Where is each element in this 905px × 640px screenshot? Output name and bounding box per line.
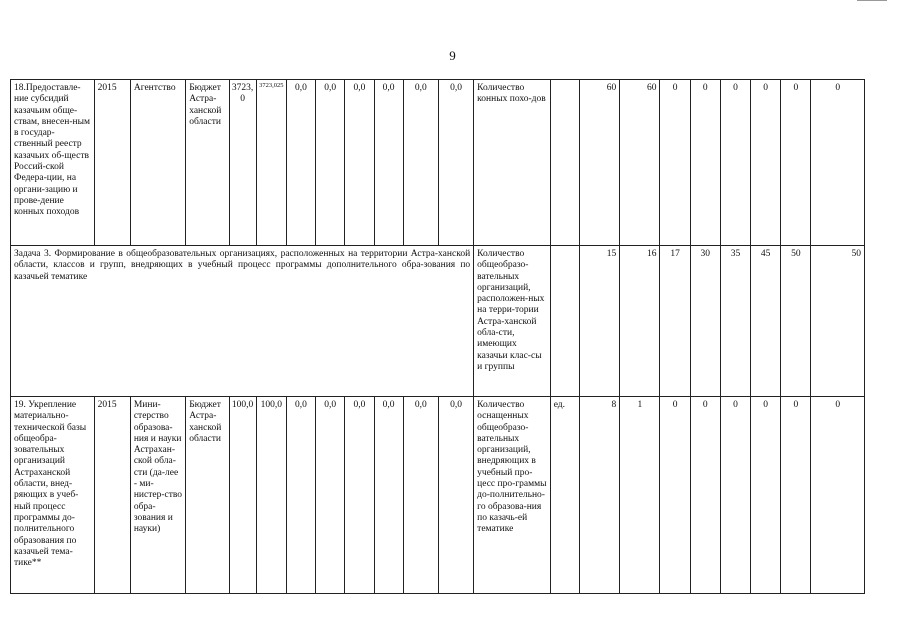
year-2015-cell: 3723,025 xyxy=(256,80,286,246)
total-cell: 3723,0 xyxy=(229,80,256,246)
indicator-cell: Количество оснащенных общеобразо-вательных организаций, внедряющих в учебный про-цесс про-граммы до-полнительно-го образова-ния по казачь-ей тематике xyxy=(474,397,551,594)
indicator-value: 0 xyxy=(781,397,811,594)
unit-cell xyxy=(550,80,579,246)
executor-cell: Мини-стерство образова-ния и науки Астрахан-ской обла-сти (да-лее - ми-нистер-ство обра-зования и науки) xyxy=(130,397,185,594)
source-cell: Бюджет Астра-ханской области xyxy=(186,397,229,594)
task-row xyxy=(11,246,865,397)
table-row xyxy=(11,397,865,594)
indicator-value: 17 xyxy=(660,246,690,397)
year-2015-cell: 100,0 xyxy=(256,397,286,594)
finance-cell: 0,0 xyxy=(403,397,438,594)
indicator-value: 0 xyxy=(751,397,781,594)
task-heading: Задача 3. Формирование в общеобразовательных организациях, расположенных на территории Астра-ханской области, классов и групп, внедряющих в учебный процесс программы дополнительного обра-зования по казачьей тематике xyxy=(11,246,474,397)
indicator-value: 45 xyxy=(751,246,781,397)
year-cell: 2015 xyxy=(94,80,130,246)
indicator-value: 0 xyxy=(781,80,811,246)
indicator-cell: Количество конных похо-дов xyxy=(474,80,551,246)
indicator-value: 0 xyxy=(660,80,690,246)
program-table xyxy=(10,79,865,594)
indicator-value: 60 xyxy=(579,80,619,246)
indicator-value: 0 xyxy=(690,397,720,594)
indicator-value: 50 xyxy=(781,246,811,397)
executor-cell: Агентство xyxy=(130,80,185,246)
measure-name: 18.Предоставле-ние субсидий казачьим обще-ствам, внесен-ным в государ-ственный реестр казачьих об-ществ Россий-ской Федера-ции, на органи-зацию и прове-дение конных походов xyxy=(11,80,95,246)
unit-cell xyxy=(550,246,579,397)
finance-cell: 0,0 xyxy=(316,397,345,594)
indicator-value: 0 xyxy=(720,397,750,594)
finance-cell: 0,0 xyxy=(316,80,345,246)
indicator-value: 30 xyxy=(690,246,720,397)
finance-cell: 0,0 xyxy=(345,80,374,246)
page-number: 9 xyxy=(449,48,456,63)
finance-cell: 0,0 xyxy=(374,397,403,594)
indicator-value: 60 xyxy=(620,80,660,246)
finance-cell: 0,0 xyxy=(286,397,315,594)
indicator-value: 8 xyxy=(579,397,619,594)
unit-cell: ед. xyxy=(550,397,579,594)
indicator-value: 0 xyxy=(751,80,781,246)
indicator-value: 16 xyxy=(620,246,660,397)
indicator-value: 50 xyxy=(811,246,865,397)
finance-cell: 0,0 xyxy=(374,80,403,246)
indicator-value: 0 xyxy=(690,80,720,246)
indicator-value: 0 xyxy=(660,397,690,594)
page-corner-mark xyxy=(857,0,887,4)
finance-cell: 0,0 xyxy=(403,80,438,246)
indicator-value: 0 xyxy=(811,397,865,594)
finance-cell: 0,0 xyxy=(438,397,473,594)
total-cell: 100,0 xyxy=(229,397,256,594)
measure-name: 19. Укрепление материально-технической базы общеобра-зовательных организаций Астраханской области, внед-ряющих в учеб-ный процесс программы до-полнительного образования по казачьей тема-тике** xyxy=(11,397,95,594)
finance-cell: 0,0 xyxy=(438,80,473,246)
indicator-value: 0 xyxy=(720,80,750,246)
indicator-value: 0 xyxy=(811,80,865,246)
table-row xyxy=(11,80,865,246)
finance-cell: 0,0 xyxy=(286,80,315,246)
indicator-value: 15 xyxy=(579,246,619,397)
indicator-cell: Количество общеобразо-вательных организаций, расположен-ных на терри-тории Астра-ханской обла-сти, имеющих казачьи клас-сы и группы xyxy=(474,246,551,397)
source-cell: Бюджет Астра-ханской области xyxy=(186,80,229,246)
indicator-value: 35 xyxy=(720,246,750,397)
finance-cell: 0,0 xyxy=(345,397,374,594)
indicator-value: 1 xyxy=(620,397,660,594)
year-cell: 2015 xyxy=(94,397,130,594)
